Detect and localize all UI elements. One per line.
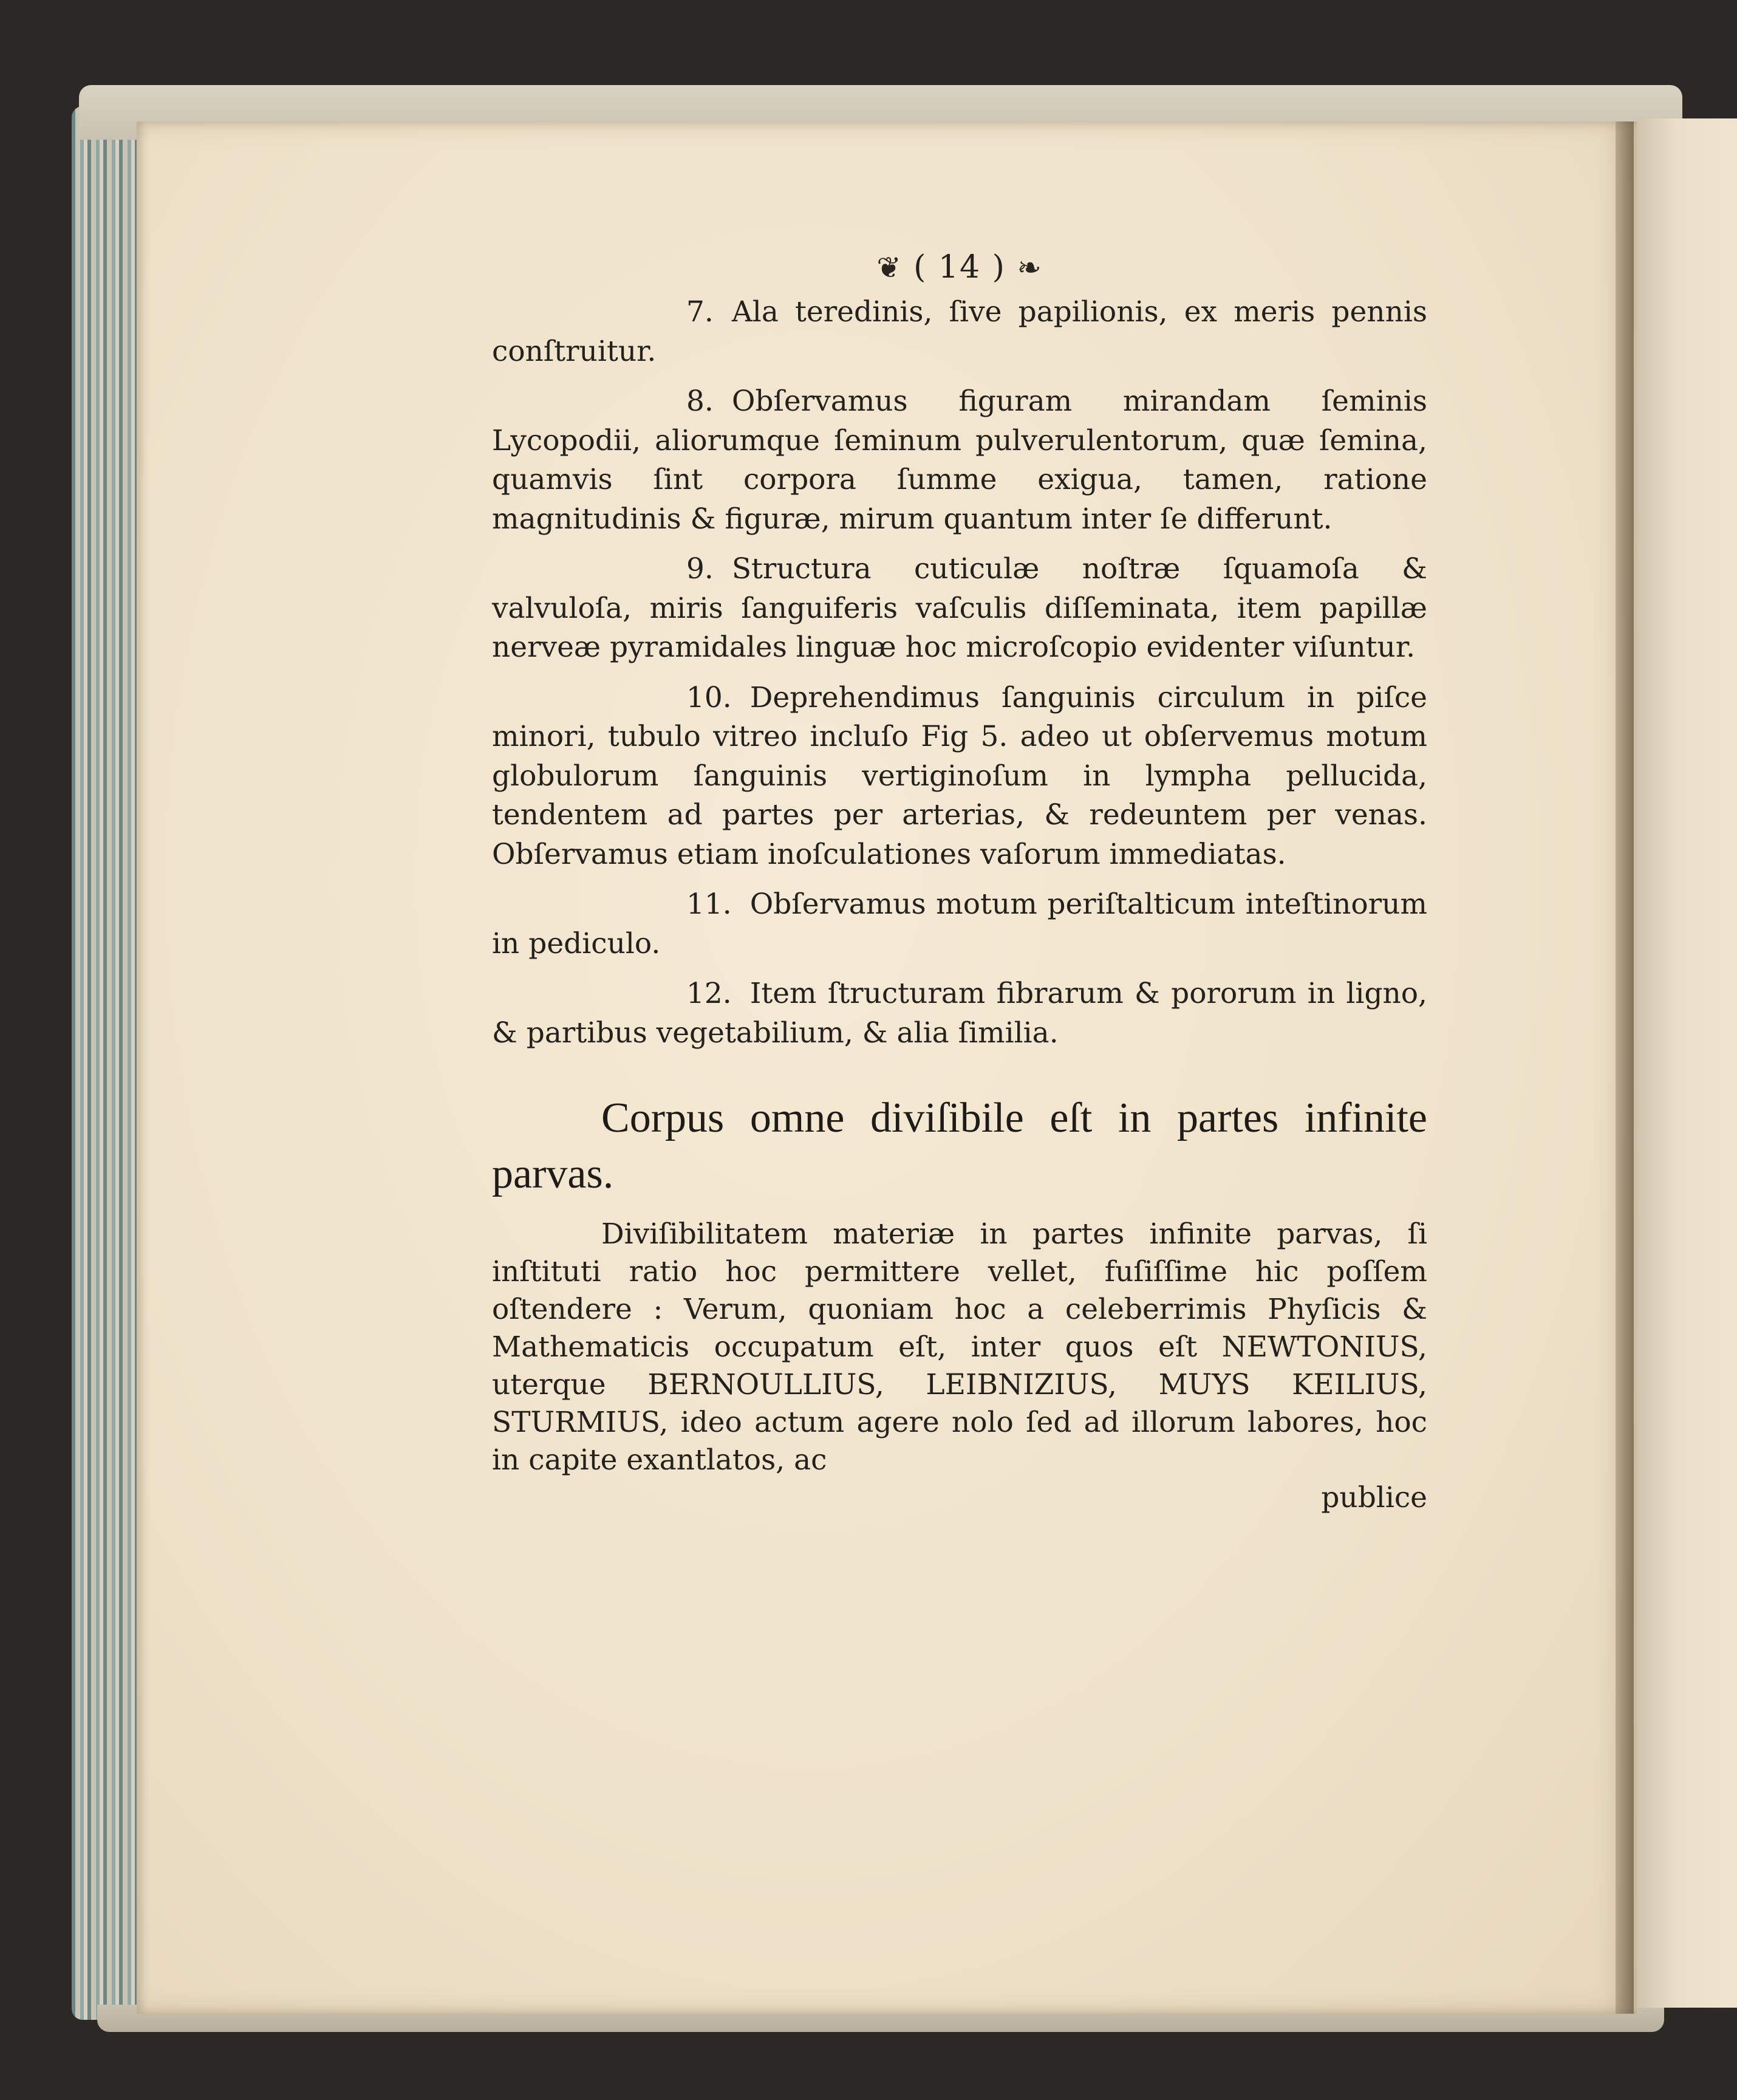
list-item bbox=[492, 550, 1427, 668]
book-gutter bbox=[1616, 121, 1634, 2014]
body-paragraph: Diviſibilitatem materiæ in partes infinite parvas, ſi inſtituti ratio hoc permittere vellet, fuſiſſime hic poſſem oſtendere : Verum, quoniam hoc a celeberrimis Phyſicis & Mathematicis occupatum eſt, inter quos eſt NEWTONIUS, uterque BERNOULLIUS, LEIBNIZIUS, MUYS KEILIUS, STURMIUS, ideo actum agere nolo ſed ad illorum labores, hoc in capite exantlatos, ac bbox=[492, 1217, 1427, 1477]
list-item bbox=[492, 293, 1427, 371]
item-number: 10. bbox=[686, 680, 732, 714]
item-number: 11. bbox=[686, 888, 732, 921]
item-text: Obſervamus figuram mirandam ſeminis Lycopodii, aliorumque ſeminum pulverulentorum, quæ ſemina, quamvis ſint corpora ſumme exigua, tamen, ratione magnitudinis & figuræ, mirum quantum inter ſe differunt. bbox=[492, 385, 1427, 536]
right-page-edge bbox=[1637, 118, 1737, 2008]
catchword: publice bbox=[1321, 1481, 1427, 1514]
list-item bbox=[492, 974, 1427, 1053]
right-ornament-icon: ❧ bbox=[1017, 251, 1043, 285]
list-item bbox=[492, 885, 1427, 963]
item-number: 7. bbox=[686, 295, 714, 329]
item-text: Deprehendimus ſanguinis circulum in piſce minori, tubulo vitreo incluſo Fig 5. adeo ut obſervemus motum globulorum ſanguinis vertiginoſum in lympha pellucida, tendentem ad partes per arterias, & redeuntem per venas. Obſervamus etiam inoſculationes vaſorum immediatas. bbox=[492, 680, 1427, 871]
item-text: Ala teredinis, ſive papilionis, ex meris pennis conſtruitur. bbox=[492, 295, 1427, 368]
page-header bbox=[492, 249, 1427, 289]
item-text: Item ſtructuram fibrarum & pororum in ligno, & partibus vegetabilium, & alia ſimilia. bbox=[492, 977, 1427, 1050]
section-heading: Corpus omne diviſibile eſt in partes infinite parvas. bbox=[492, 1095, 1427, 1197]
item-number: 12. bbox=[686, 977, 732, 1010]
item-text: Structura cuticulæ noſtræ ſquamoſa & valvuloſa, miris ſanguiferis vaſculis diſſeminata, item papillæ nerveæ pyramidales linguæ hoc microſcopio evidenter viſuntur. bbox=[492, 552, 1427, 664]
page-text bbox=[492, 249, 1427, 1517]
item-number: 9. bbox=[686, 552, 714, 586]
list-item bbox=[492, 679, 1427, 875]
item-text: Obſervamus motum periſtalticum inteſtinorum in pediculo. bbox=[492, 888, 1427, 960]
item-number: 8. bbox=[686, 385, 714, 418]
left-ornament-icon: ❦ bbox=[876, 251, 903, 285]
page-number: ( 14 ) bbox=[913, 249, 1006, 286]
list-item bbox=[492, 382, 1427, 539]
